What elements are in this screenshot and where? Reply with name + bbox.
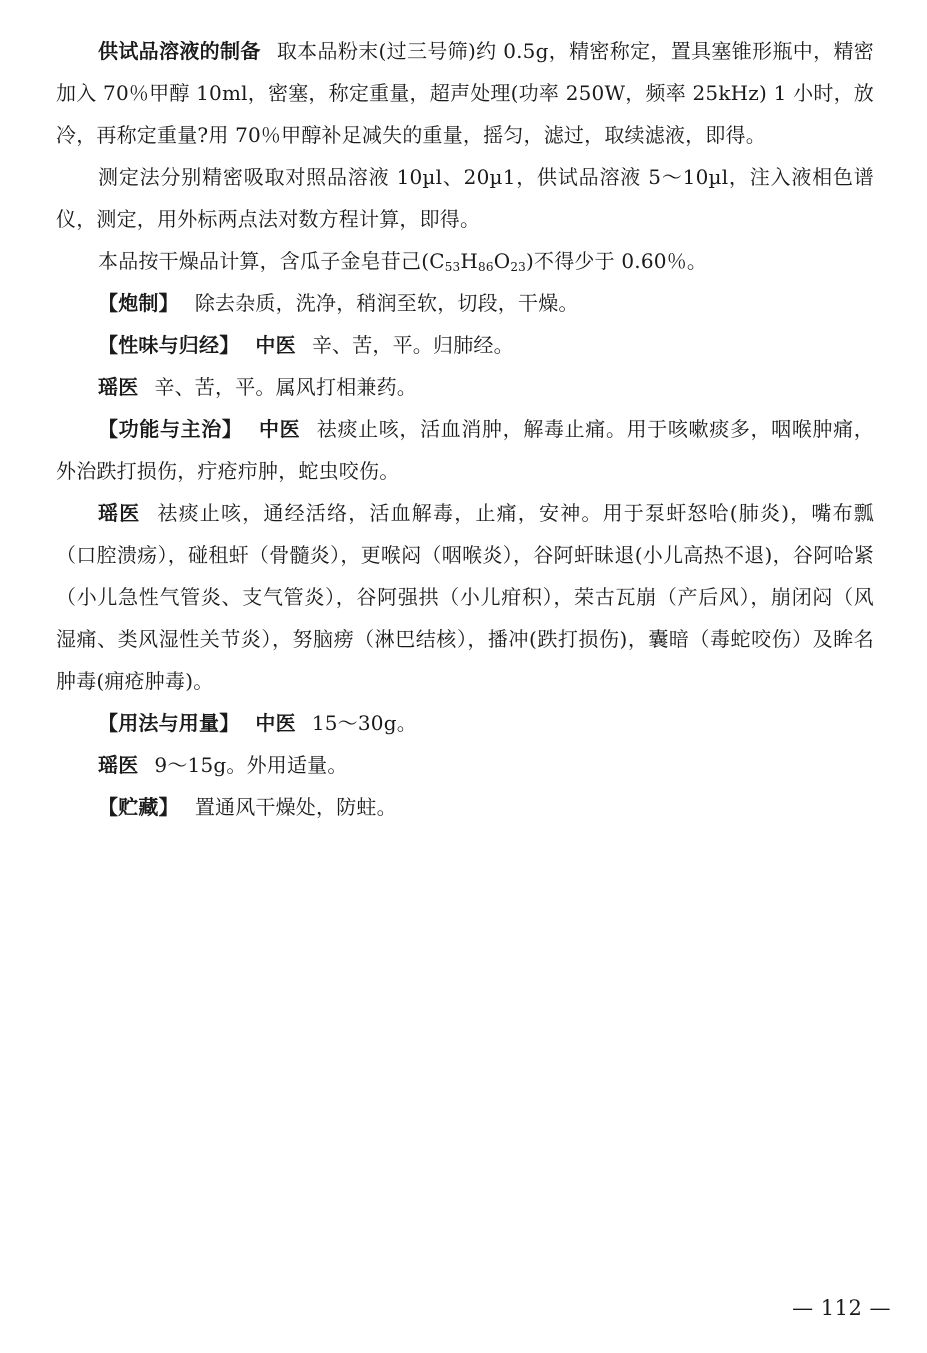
property-tcm-label: 中医: [255, 333, 296, 357]
formula-h-sub: 86: [478, 260, 494, 274]
function-tcm-text: 祛痰止咳，活血消肿，解毒止痛。用于咳嗽痰多，咽喉肿痛，外治跌打损伤，疔疮疖肿，蛇虫咬伤。: [56, 417, 874, 483]
formula-o: O: [493, 249, 511, 273]
property-yao-label: 瑶医: [98, 375, 139, 399]
usage-tcm-label: 中医: [255, 711, 296, 735]
prep-text: 取本品粉末(过三号筛)约 0.5g，精密称定，置具塞锥形瓶中，精密加入 70％甲醇 10ml，密塞，称定重量，超声处理(功率 250W，频率 25kHz) 1 小时，放冷，再称定重量?用 70％甲醇补足减失的重量，摇匀，滤过，取续滤液，即得。: [56, 39, 874, 147]
function-heading: 【功能与主治】: [98, 417, 243, 441]
formula-c-sub: 53: [444, 260, 461, 274]
property-yao-text: 辛、苦，平。属风打相兼药。: [154, 375, 418, 399]
function-tcm-label: 中医: [258, 417, 301, 441]
prep-paragraph: [56, 30, 874, 156]
storage-heading: 【贮藏】: [98, 795, 179, 819]
content-paragraph: [56, 240, 874, 282]
function-tcm-paragraph: [56, 408, 874, 492]
formula-h: H: [460, 249, 479, 273]
usage-yao-text: 9～15g。外用适量。: [154, 753, 348, 777]
storage-text: 置通风干燥处，防蛀。: [194, 795, 397, 819]
usage-heading: 【用法与用量】: [98, 711, 240, 735]
processing-text: 除去杂质，洗净，稍润至软，切段，干燥。: [194, 291, 579, 315]
function-yao-label: 瑶医: [98, 501, 141, 525]
property-tcm-paragraph: [56, 324, 874, 366]
usage-tcm-text: 15～30g。: [311, 711, 417, 735]
prep-heading: 供试品溶液的制备: [98, 39, 261, 63]
assay-paragraph: [56, 156, 874, 240]
function-yao-paragraph: [56, 492, 874, 702]
usage-tcm-paragraph: [56, 702, 874, 744]
formula-c: C: [429, 249, 445, 273]
property-tcm-text: 辛、苦，平。归肺经。: [311, 333, 514, 357]
assay-text: 测定法分别精密吸取对照品溶液 10µl、20µ1，供试品溶液 5～10µl，注入液相色谱仪，测定，用外标两点法对数方程计算，即得。: [56, 165, 874, 231]
processing-paragraph: [56, 282, 874, 324]
usage-yao-label: 瑶医: [98, 753, 139, 777]
property-heading: 【性味与归经】: [98, 333, 240, 357]
document-body: [56, 30, 874, 828]
usage-yao-paragraph: [56, 744, 874, 786]
content-text-before: 本品按干燥品计算，含瓜子金皂苷己(: [98, 249, 430, 273]
formula-o-sub: 23: [510, 260, 526, 274]
function-yao-text: 祛痰止咳，通经活络，活血解毒，止痛，安神。用于泵虷怒哈(肺炎)，嘴布瓢（口腔溃疡），碰租虷（骨髓炎），更喉闷（咽喉炎），谷阿虷昧退(小儿高热不退)，谷阿哈紧（小儿急性气管炎、支气管炎），谷阿强拱（小儿疳积），荣古瓦崩（产后风），崩闭闷（风湿痛、类风湿性关节炎），努脑痨（淋巴结核），播冲(跌打损伤)，囊暗（毒蛇咬伤）及眸名肿毒(痈疮肿毒)。: [56, 501, 874, 693]
property-yao-paragraph: [56, 366, 874, 408]
content-text-after: )不得少于 0.60％。: [526, 249, 708, 273]
processing-heading: 【炮制】: [98, 291, 179, 315]
page-number: — 112 —: [792, 1296, 891, 1320]
storage-paragraph: [56, 786, 874, 828]
